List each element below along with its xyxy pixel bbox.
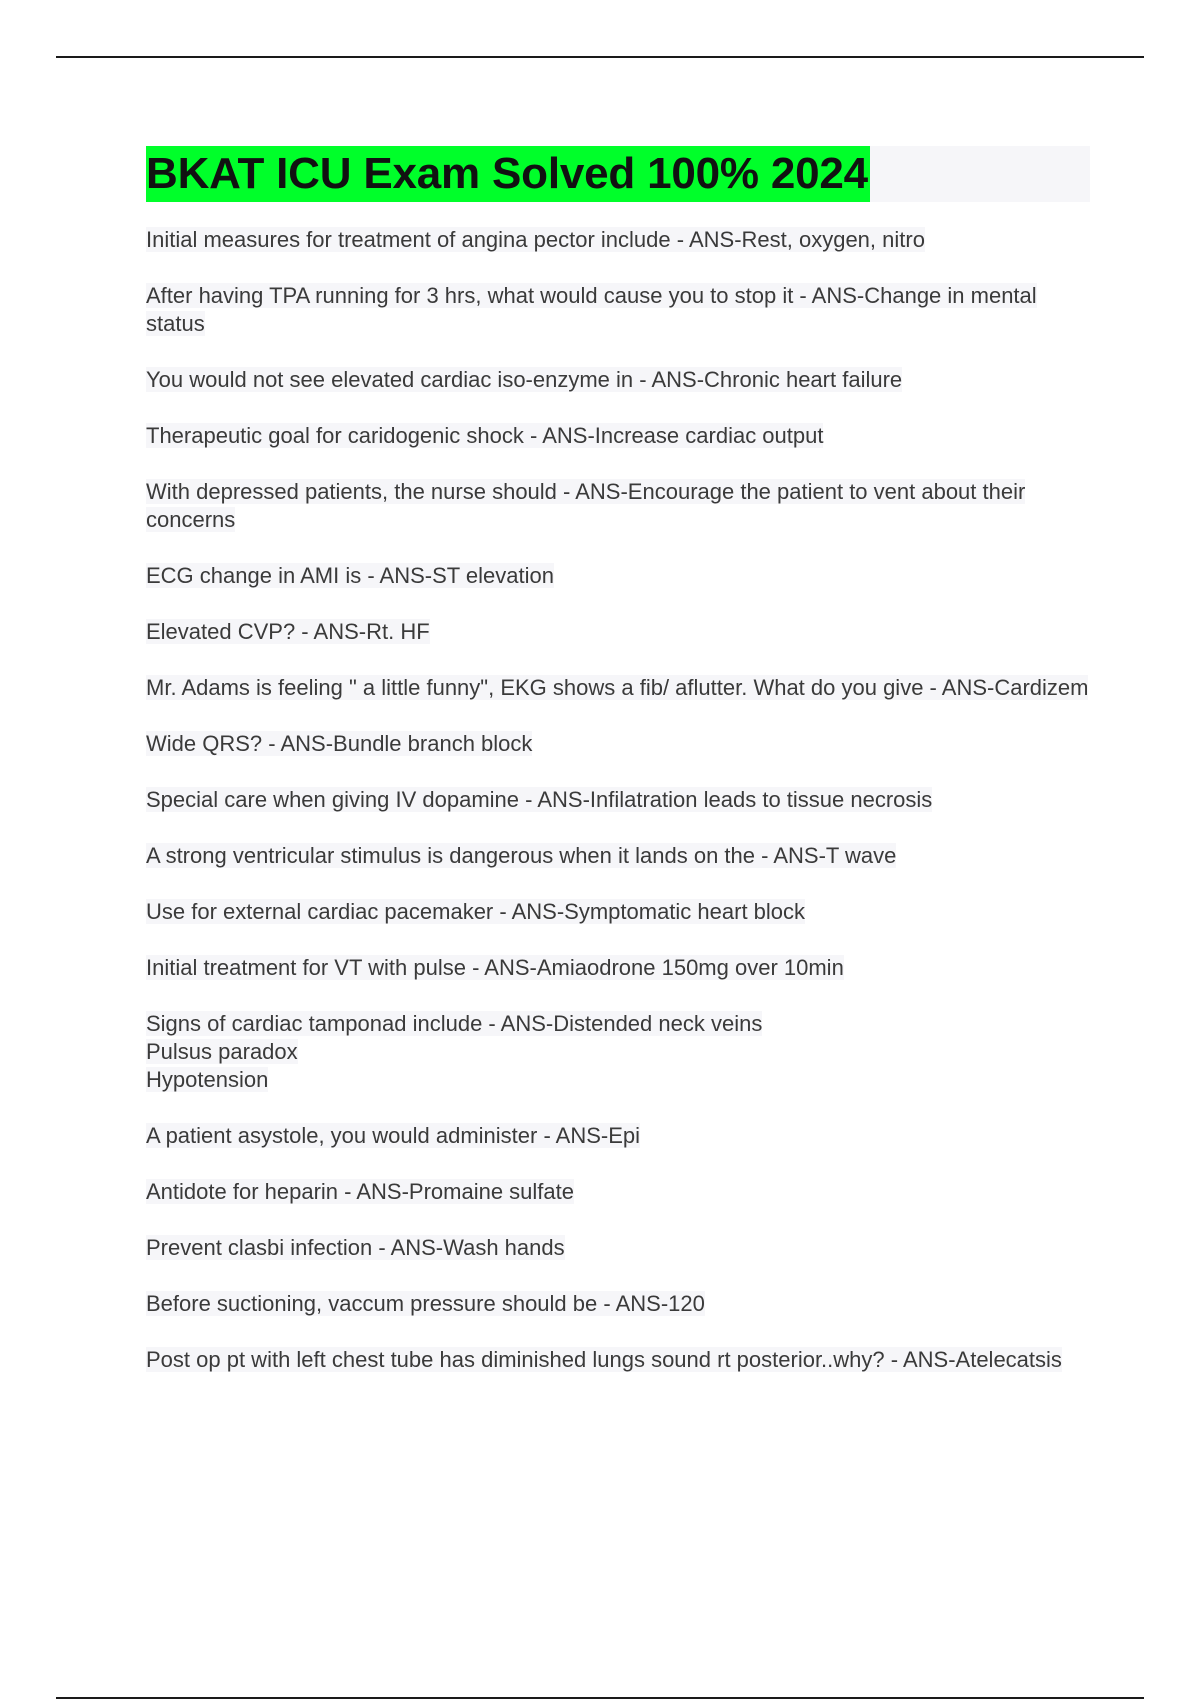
qa-item — [146, 954, 1090, 982]
qa-text: Before suctioning, vaccum pressure should be - ANS-120 — [146, 1291, 705, 1316]
qa-text: A strong ventricular stimulus is dangerous when it lands on the - ANS-T wave — [146, 843, 897, 868]
qa-extra-line — [146, 1066, 1090, 1094]
qa-item — [146, 898, 1090, 926]
qa-text: Signs of cardiac tamponad include - ANS-Distended neck veins — [146, 1011, 763, 1036]
qa-item — [146, 1346, 1090, 1374]
qa-text: Therapeutic goal for caridogenic shock - ANS-Increase cardiac output — [146, 423, 824, 448]
qa-item — [146, 366, 1090, 394]
qa-item — [146, 1290, 1090, 1318]
qa-item — [146, 282, 1090, 338]
qa-text: Special care when giving IV dopamine - ANS-Infilatration leads to tissue necrosis — [146, 787, 933, 812]
qa-item — [146, 842, 1090, 870]
qa-text: A patient asystole, you would administer - ANS-Epi — [146, 1123, 641, 1148]
qa-text: You would not see elevated cardiac iso-enzyme in - ANS-Chronic heart failure — [146, 367, 903, 392]
qa-text: Post op pt with left chest tube has diminished lungs sound rt posterior..why? - ANS-Atelecatsis — [146, 1347, 1062, 1372]
qa-item — [146, 786, 1090, 814]
qa-item — [146, 674, 1090, 702]
qa-text: With depressed patients, the nurse should - ANS-Encourage the patient to vent about their concerns — [146, 479, 1026, 532]
qa-item — [146, 1234, 1090, 1262]
qa-item — [146, 1178, 1090, 1206]
qa-text: Use for external cardiac pacemaker - ANS-Symptomatic heart block — [146, 899, 806, 924]
qa-item — [146, 730, 1090, 758]
document-body — [146, 146, 1090, 1402]
qa-text: Mr. Adams is feeling " a little funny", EKG shows a fib/ aflutter. What do you give - ANS-Cardizem — [146, 675, 1089, 700]
bottom-rule — [56, 1697, 1144, 1699]
qa-extra-text: Pulsus paradox — [146, 1039, 298, 1064]
qa-text: Prevent clasbi infection - ANS-Wash hands — [146, 1235, 565, 1260]
qa-item — [146, 1010, 1090, 1094]
top-rule — [56, 56, 1144, 58]
qa-list — [146, 226, 1090, 1374]
qa-text: Antidote for heparin - ANS-Promaine sulfate — [146, 1179, 575, 1204]
qa-text: Initial measures for treatment of angina pector include - ANS-Rest, oxygen, nitro — [146, 227, 925, 252]
qa-item — [146, 422, 1090, 450]
qa-item — [146, 562, 1090, 590]
title-band — [146, 146, 1090, 202]
qa-text: Elevated CVP? - ANS-Rt. HF — [146, 619, 430, 644]
qa-item — [146, 478, 1090, 534]
qa-item — [146, 618, 1090, 646]
qa-text: ECG change in AMI is - ANS-ST elevation — [146, 563, 554, 588]
qa-text: After having TPA running for 3 hrs, what would cause you to stop it - ANS-Change in mental status — [146, 283, 1037, 336]
qa-item — [146, 1122, 1090, 1150]
qa-item — [146, 226, 1090, 254]
qa-text: Initial treatment for VT with pulse - ANS-Amiaodrone 150mg over 10min — [146, 955, 844, 980]
qa-extra-line — [146, 1038, 1090, 1066]
document-title: BKAT ICU Exam Solved 100% 2024 — [146, 146, 870, 202]
qa-text: Wide QRS? - ANS-Bundle branch block — [146, 731, 533, 756]
qa-extra-text: Hypotension — [146, 1067, 269, 1092]
